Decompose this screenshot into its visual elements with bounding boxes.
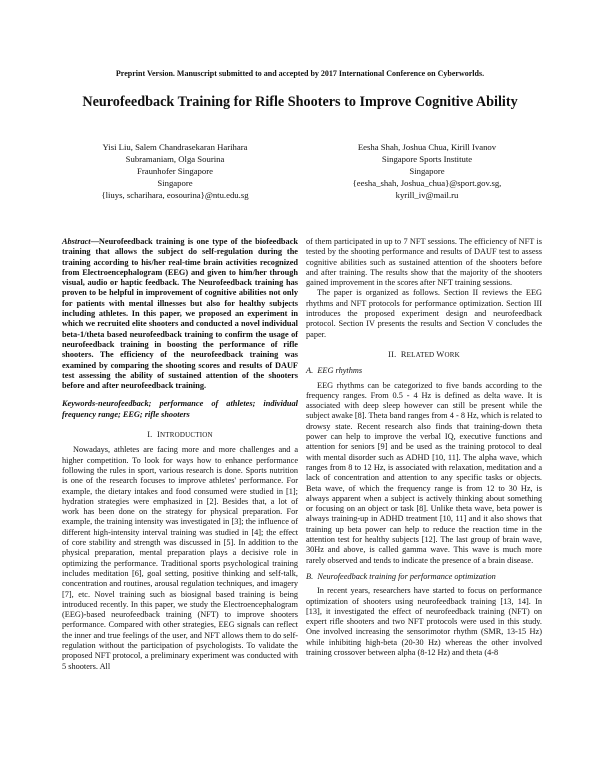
organization-paragraph: The paper is organized as follows. Section II reviews the EEG rhythms and NFT protocols for performance optimization. Section III introduces the proposed experiment design and neurofeedback protocol. Section IV presents the results and Section V concludes the paper.: [306, 288, 542, 339]
preprint-note: Preprint Version. Manuscript submitted to and accepted by 2017 International Conference on Cyberworlds.: [115, 69, 485, 78]
paper-title: Neurofeedback Training for Rifle Shooters to Improve Cognitive Ability: [82, 94, 518, 110]
author-email: {eesha_shah, Joshua_chua}@sport.gov.sg,: [352, 178, 502, 188]
right-column: [306, 237, 542, 658]
author-names: Eesha Shah, Joshua Chua, Kirill Ivanov: [357, 142, 497, 152]
section-heading-related-work: II. RELATED WORK: [388, 349, 460, 359]
abstract-text: —Neurofeedback training is one type of the biofeedback training that allows the subject do self-regulation during the training according to his/her real-time brain activities recognized from Electroencephalogram (EEG) and given to him/her through visual, audio or haptic feedback. The Neurofeedback training has proven to be helpful in improvement of cognitive abilities not only for patients with mental illnesses but also for healthy subjects including athletes. In this paper, we proposed an experiment in which we recruited elite shooters and conducted a novel individual beta-1/theta based neurofeedback training to confirm the usage of neurofeedback training in boosting the performance of rifle shooters. The efficiency of the neurofeedback training was examined by comparing the shooting scores and results of DAUF test assessing the ability of sustained attention of the shooters before and after neurofeedback training.: [62, 237, 298, 391]
author-names-cont: Subramaniam, Olga Sourina: [125, 154, 225, 164]
author-email-cont: kyrill_iv@mail.ru: [395, 190, 459, 200]
subsection-heading-eeg-rhythms: A. EEG rhythms: [306, 366, 363, 376]
author-org: Fraunhofer Singapore: [137, 166, 213, 176]
keywords: Keywords-neurofeedback; performance of athletes; individual frequency range; EEG; rifle shooters: [62, 399, 298, 419]
abstract-lead: Abstract: [62, 237, 91, 246]
author-email: {liuys, scharihara, eosourina}@ntu.edu.sg: [101, 190, 249, 200]
left-column: [62, 237, 298, 672]
intro-paragraph: Nowadays, athletes are facing more and more challenges and a higher competition. To look for ways how to enhance performance following the rules in sport, various research is done. Sports nutrition is one of the research focuses to improve athletes' performance. For example, the dietary intakes and food consumed were studied in [1]; hydration strategies were emphasized in [2]. Besides that, a lot of work has been done on the strategy for physical preparation. For example, the training intensity was investigated in [3]; the influence of different high-intensity interval training was studied in [4]; the effect of core stability and strength was discussed in [5]. In addition to the physical preparation, mental preparation plays a decisive role in optimizing the performance. Traditional sports psychological training includes meditation [6], goal setting, positive thinking and self-talk, concentration and routines, arousal regulation techniques, and imagery [7], etc. Novel training such as biosignal based training is being introduced recently. In this paper, we study the Electroencephalogram (EEG)-based neurofeedback training (NFT) to improve shooters performance. Compared with other strategies, EEG signals can reflect the inner and true feelings of the user, and NFT allows them to do self-regulation without the participation of psychologists. To validate the proposed NFT protocol, a preliminary experiment was conducted with 5 shooters. All: [62, 445, 298, 671]
subsection-heading-nft: B. Neurofeedback training for performance optimization: [306, 571, 496, 581]
affiliation-left: [70, 141, 280, 201]
author-org: Singapore Sports Institute: [381, 154, 473, 164]
abstract: [62, 237, 298, 391]
intro-paragraph-cont: of them participated in up to 7 NFT sessions. The efficiency of NFT is tested by the shooting performance and results of DAUF test to assess cognitive abilities such as sustained attention of the shooters before and after training. The results show that the majority of the shooters gained improvement in the scores after NFT training sessions.: [306, 237, 542, 288]
author-country: Singapore: [157, 178, 193, 188]
section-heading-introduction: I. INTRODUCTION: [147, 430, 213, 440]
nft-paragraph: In recent years, researchers have started to focus on performance optimization of shooters using neurofeedback training [13, 14]. In [13], it investigated the effect of neurofeedback training (NFT) on expert rifle shooters and two NFT protocols were used in this study. One involved increasing the sensorimotor rhythm (SMR, 13-15 Hz) while inhibiting high-beta (20-30 Hz) whereas the other involved training crossover between alpha (8-12 Hz) and theta (4-8: [306, 586, 542, 657]
author-country: Singapore: [409, 166, 445, 176]
affiliation-right: [322, 141, 532, 201]
author-names: Yisi Liu, Salem Chandrasekaran Harihara: [102, 142, 248, 152]
eeg-rhythms-paragraph: EEG rhythms can be categorized to five bands according to the frequency ranges. From 0.5 - 4 Hz is defined as delta wave. It is associated with deep sleep however can still be present while the subject awake [8]. Theta band ranges from 4 - 8 Hz, which is related to drowsy state. Recent research also finds that training-down theta power can help to improve the verbal IQ, executive functions and attention for seniors [9] and be used as the training protocol to deal with mental disorder such as ADHD [10, 11]. The alpha wave, which ranges from 8 to 12 Hz, is associated with relaxation, meditation and a lack of concentration and attention to any specific tasks or objects. Beta wave, of which the frequency range is from 12 to 30 Hz, is always apparent when a subject is actively thinking about something or focusing on an object or task [8]. Unlike theta wave, beta power is always training-up in ADHD treatment [10, 11] and it also shows that training up beta power can help to reduce the reaction time in the attention test for healthy subjects [12]. The last group of brain wave, 30Hz and above, is called gamma wave. This wave is much more rarely observed and tends to indicate the presence of a brain disease.: [306, 380, 542, 565]
